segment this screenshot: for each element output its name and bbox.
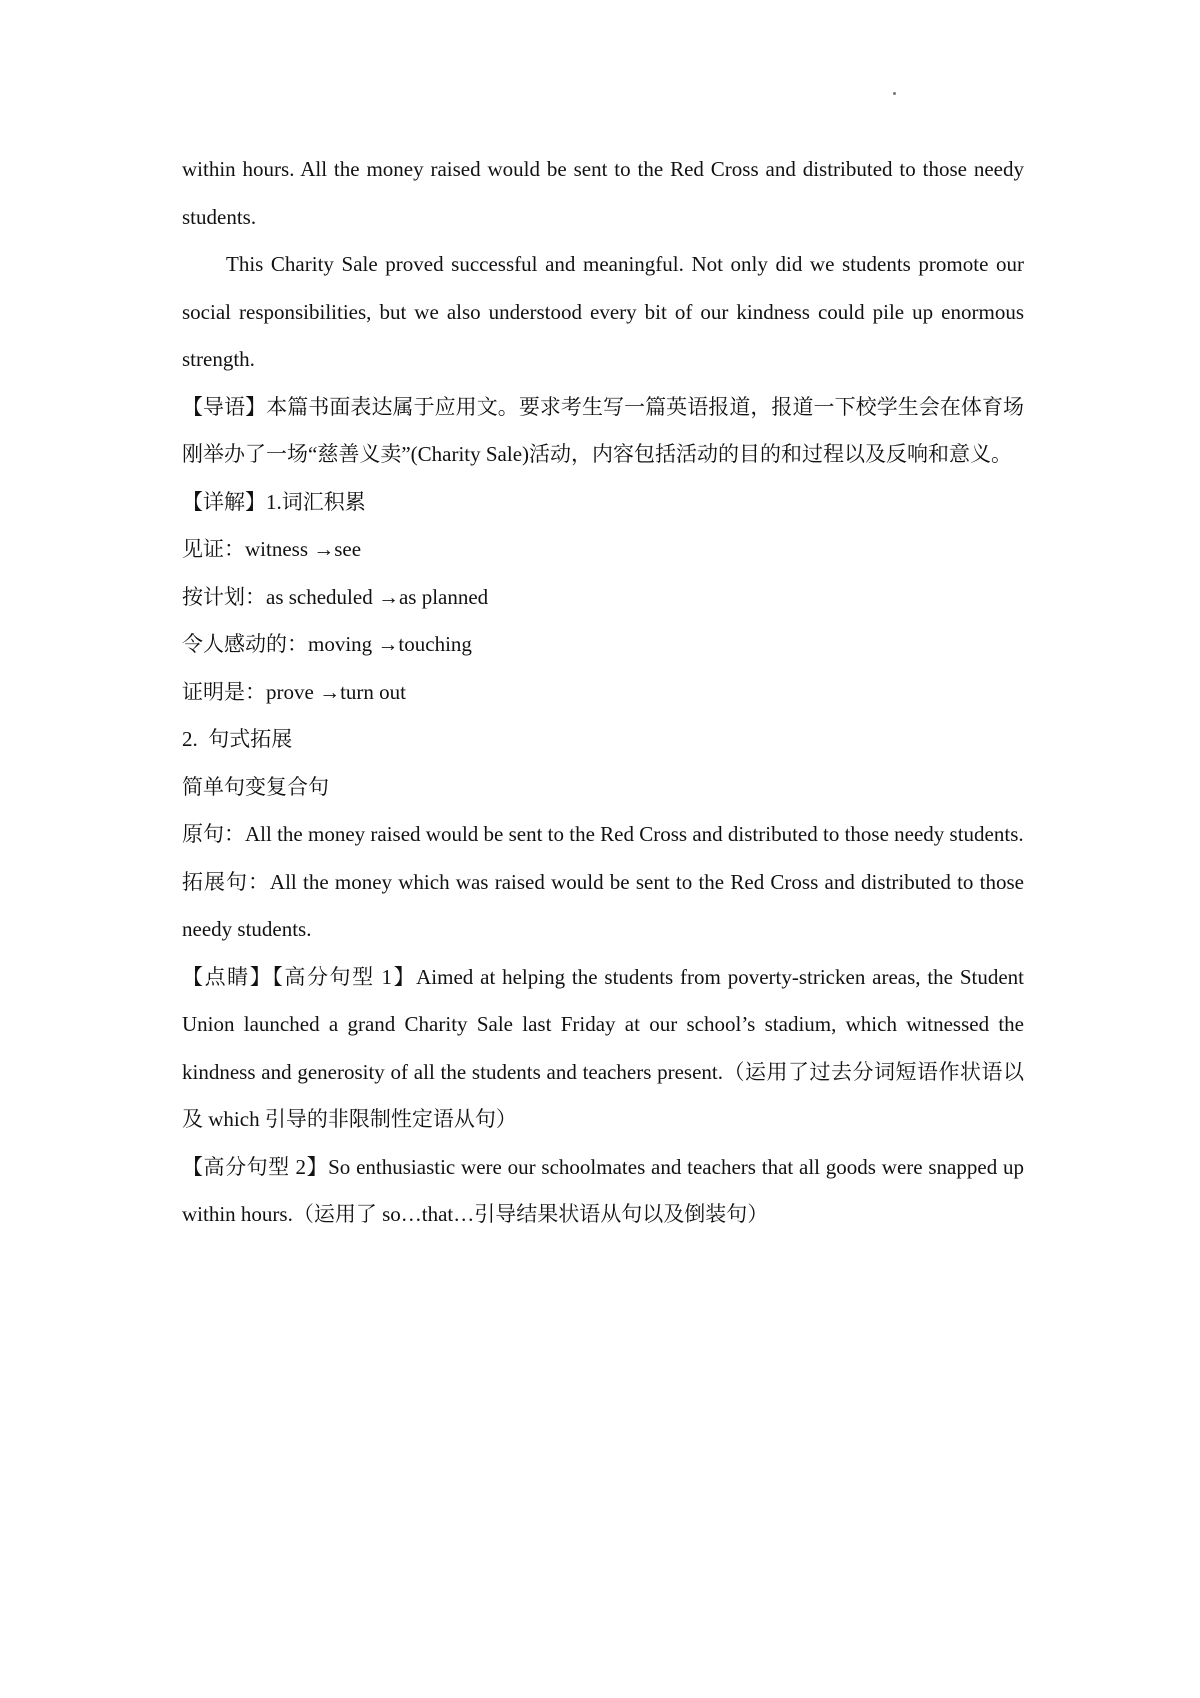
passage-conclusion: This Charity Sale proved successful and meaningful. Not only did we students promote our social responsibilities, but we also understood every bit of our kindness could pile up enormous strength. xyxy=(182,252,1024,371)
document-body xyxy=(182,146,1024,1239)
vocab-item-prove: 证明是：prove →turn out xyxy=(182,679,406,704)
vocab-item-scheduled: 按计划：as scheduled →as planned xyxy=(182,584,489,609)
details-heading: 【详解】1.词汇积累 xyxy=(182,489,366,514)
vocab-item-moving: 令人感动的：moving →touching xyxy=(182,632,472,656)
section-sentence-expansion: 2. 句式拓展 xyxy=(182,727,293,751)
guide-paragraph: 【导语】本篇书面表达属于应用文。要求考生写一篇英语报道，报道一下校学生会在体育场刚举办了一场“慈善义卖”(Charity Sale)活动，内容包括活动的目的和过程以及反响和意义。 xyxy=(182,394,1024,466)
passage-continuation: within hours. All the money raised would be sent to the Red Cross and distributed to those needy students. xyxy=(182,157,1024,229)
subheading-simple-to-complex: 简单句变复合句 xyxy=(182,774,329,799)
original-sentence: 原句：All the money raised would be sent to the Red Cross and distributed to those needy students. xyxy=(182,822,1024,846)
expanded-sentence: 拓展句：All the money which was raised would be sent to the Red Cross and distributed to those needy students. xyxy=(182,869,1024,941)
highlight-sentence-1: 【点睛】【高分句型 1】Aimed at helping the students from poverty-stricken areas, the Student Union launched a grand Charity Sale last Friday at our school’s stadium, which witnessed the kindness and generosity of all the students and teachers present.（运用了过去分词短语作状语以及 which 引导的非限制性定语从句） xyxy=(182,964,1024,1131)
vocab-item-witness: 见证：witness →see xyxy=(182,537,362,561)
page-marker-dot xyxy=(893,92,896,95)
highlight-sentence-2: 【高分句型 2】So enthusiastic were our schoolmates and teachers that all goods were snapped up within hours.（运用了 so…that…引导结果状语从句以及倒装句） xyxy=(182,1154,1024,1226)
